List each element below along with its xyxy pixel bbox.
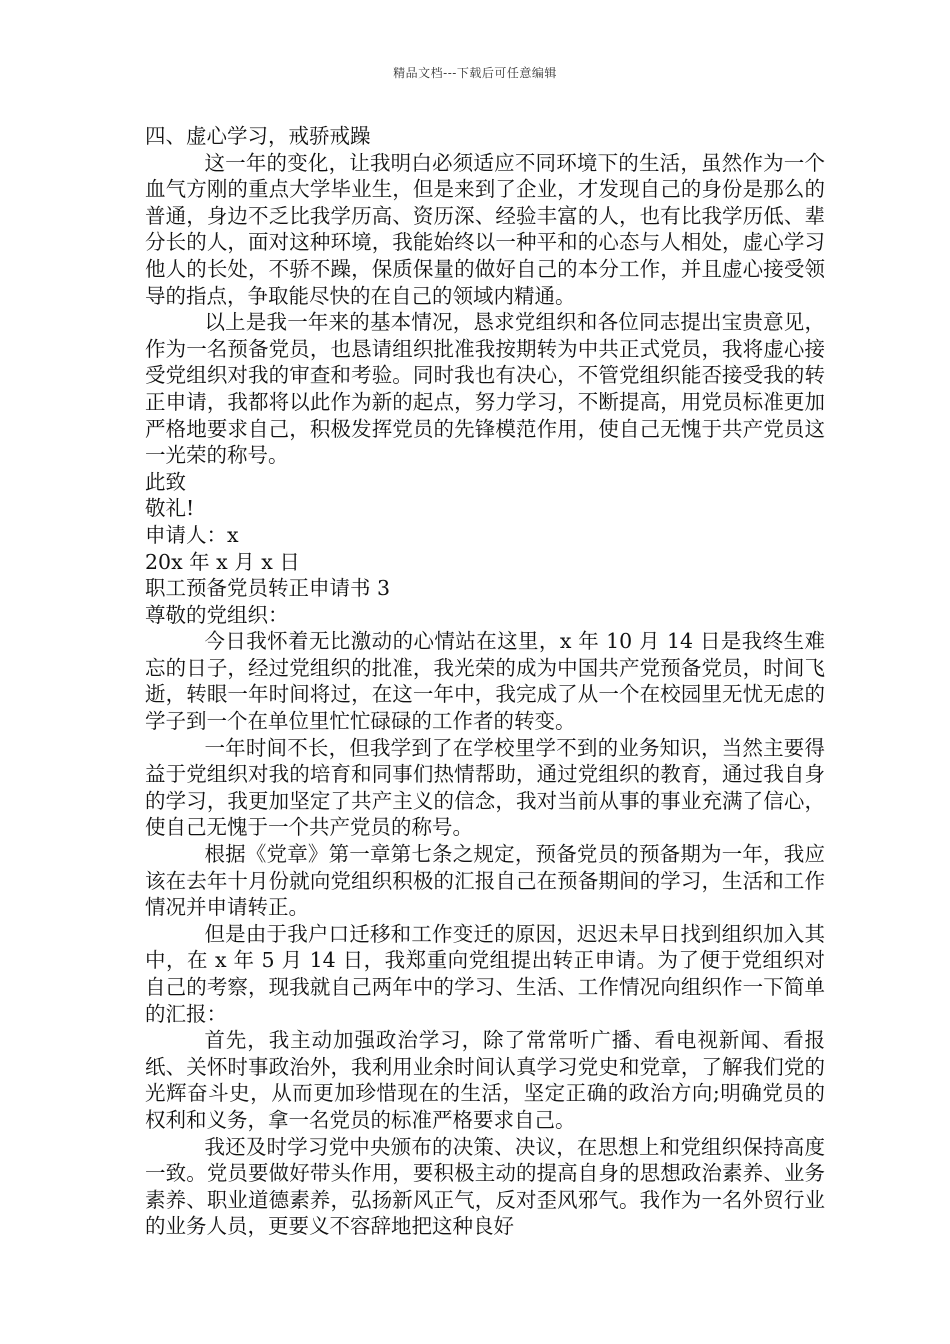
letter-title: 职工预备党员转正申请书 3	[145, 576, 391, 601]
paragraph-change: 这一年的变化，让我明白必须适应不同环境下的生活，虽然作为一个血气方刚的重点大学毕业生，但是来到了企业，才发现自己的身份是那么的普通，身边不乏比我学历高、资历深、经验丰富的人，也有比我学历低、辈分长的人，面对这种环境，我能始终以一种平和的心态与人相处，虚心学习他人的长处，不骄不躁，保质保量的做好自己的本分工作，并且虚心接受领导的指点，争取能尽快的在自己的领域内精通。	[145, 150, 825, 308]
paragraph-first: 首先，我主动加强政治学习，除了常常听广播、看电视新闻、看报纸、关怀时事政治外，我利用业余时间认真学习党史和党章，了解我们党的光辉奋斗史，从而更加珍惜现在的生活，坚定正确的政治方向;明确党员的权利和义务，拿一名党员的标准严格要求自己。	[145, 1028, 825, 1132]
paragraph-today: 今日我怀着无比激动的心情站在这里，x 年 10 月 14 日是我终生难忘的日子，经过党组织的批准，我光荣的成为中国共产党预备党员，时间飞逝，转眼一年时间将过，在这一年中，我完成了从一个在校园里无忧无虑的学子到一个在单位里忙忙碌碌的工作者的转变。	[145, 629, 825, 734]
document-body	[145, 123, 825, 1240]
closing-line-2: 敬礼!	[145, 496, 195, 521]
salutation: 尊敬的党组织：	[145, 602, 289, 627]
paragraph-timely: 我还及时学习党中央颁布的决策、决议，在思想上和党组织保持高度一致。党员要做好带头作用，要积极主动的提高自身的思想政治素养、业务素养、职业道德素养，弘扬新风正气，反对歪风邪气。我作为一名外贸行业的业务人员，更要义不容辞地把这种良好	[145, 1134, 825, 1239]
closing-line-1: 此致	[145, 469, 186, 494]
paragraph-year: 一年时间不长，但我学到了在学校里学不到的业务知识，当然主要得益于党组织对我的培育和同事们热情帮助，通过党组织的教育，通过我自身的学习，我更加坚定了共产主义的信念，我对当前从事的事业充满了信心，使自己无愧于一个共产党员的称号。	[145, 735, 825, 840]
applicant-line: 申请人：x	[145, 522, 239, 547]
paragraph-charter: 根据《党章》第一章第七条之规定，预备党员的预备期为一年，我应该在去年十月份就向党组织积极的汇报自己在预备期间的学习，生活和工作情况并申请转正。	[145, 842, 825, 920]
section-heading: 四、虚心学习，戒骄戒躁	[145, 124, 371, 148]
page-header: 精品文档---下载后可任意编辑	[393, 66, 557, 80]
date-line: 20x 年 x 月 x 日	[145, 549, 300, 574]
paragraph-summary: 以上是我一年来的基本情况，恳求党组织和各位同志提出宝贵意见，作为一名预备党员，也恳请组织批准我按期转为中共正式党员，我将虚心接受党组织对我的审查和考验。同时我也有决心，不管党组织能否接受我的转正申请，我都将以此作为新的起点，努力学习，不断提高，用党员标准更加严格地要求自己，积极发挥党员的先锋模范作用，使自己无愧于共产党员这一光荣的称号。	[145, 310, 825, 468]
paragraph-reason: 但是由于我户口迁移和工作变迁的原因，迟迟未早日找到组织加入其中，在 x 年 5 月 14 日，我郑重向党组提出转正申请。为了便于党组织对自己的考察，现我就自己两年中的学习、生活、工作情况向组织作一下简单的汇报：	[145, 921, 825, 1026]
